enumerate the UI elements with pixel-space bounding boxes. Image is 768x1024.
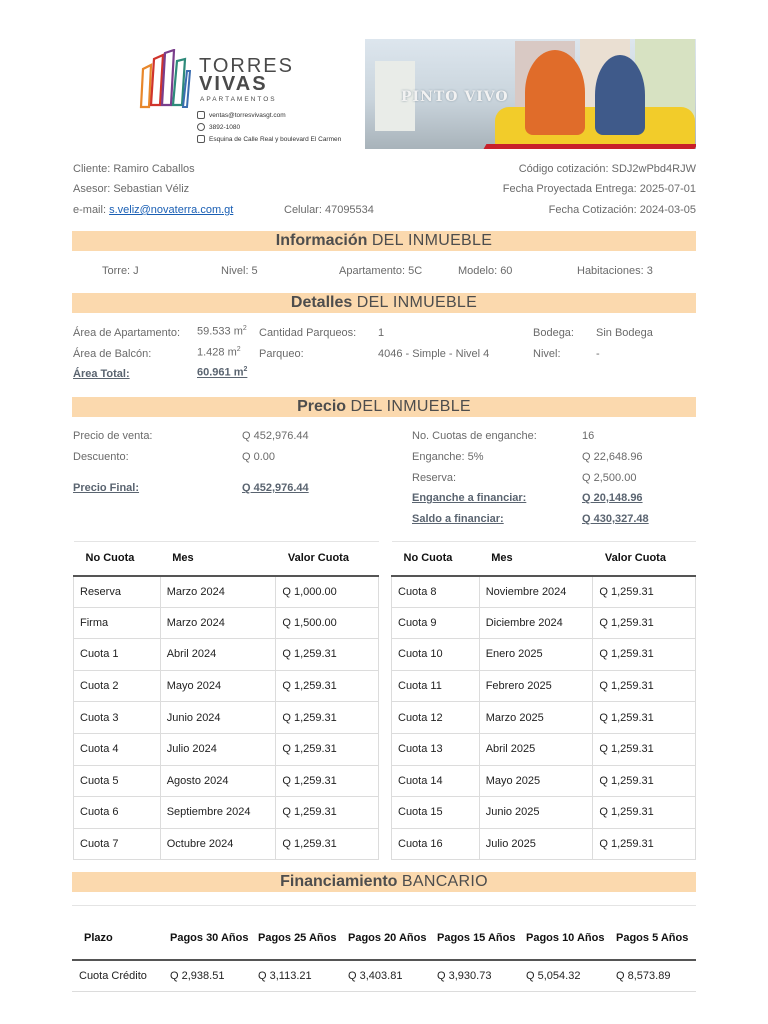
valor-cell: Q 1,000.00 bbox=[276, 576, 379, 608]
email-label: e-mail: bbox=[73, 204, 107, 216]
table-header-row bbox=[392, 542, 696, 576]
mes-cell: Marzo 2025 bbox=[479, 702, 593, 734]
reserva-label: Reserva: bbox=[412, 472, 457, 484]
brand-name-bottom: VIVAS bbox=[199, 73, 268, 95]
mes-cell: Septiembre 2024 bbox=[160, 797, 276, 829]
section-detalles-bold: Detalles bbox=[290, 294, 353, 311]
financing-cell: Q 2,938.51 bbox=[164, 960, 252, 992]
section-financiamiento-header bbox=[72, 872, 696, 892]
financing-cell: Q 3,930.73 bbox=[431, 960, 520, 992]
col-valor-cuota: Valor Cuota bbox=[593, 542, 696, 576]
mes-cell: Junio 2024 bbox=[160, 702, 276, 734]
enganche-financiar-value: Q 20,148.96 bbox=[582, 492, 643, 504]
mes-cell: Julio 2024 bbox=[160, 733, 276, 765]
valor-cell: Q 1,259.31 bbox=[276, 702, 379, 734]
cuota-cell: Cuota 6 bbox=[74, 797, 161, 829]
table-row bbox=[392, 797, 696, 829]
saldo-financiar-value: Q 430,327.48 bbox=[582, 513, 649, 525]
brand-email: ventas@torresvivasgt.com bbox=[209, 111, 286, 119]
area-apto-label: Área de Apartamento: bbox=[73, 327, 181, 339]
col-plazo: Plazo bbox=[72, 906, 164, 960]
valor-cell: Q 1,259.31 bbox=[593, 702, 696, 734]
payment-table-left bbox=[73, 541, 379, 860]
mes-cell: Octubre 2024 bbox=[160, 828, 276, 860]
nivel-label: Nivel: bbox=[533, 348, 561, 360]
cuotas-enganche-value: 16 bbox=[582, 430, 595, 442]
mes-cell: Abril 2024 bbox=[160, 639, 276, 671]
valor-cell: Q 1,259.31 bbox=[276, 670, 379, 702]
mes-cell: Febrero 2025 bbox=[479, 670, 593, 702]
brand-phone-line bbox=[197, 123, 240, 131]
info-modelo: Modelo: 60 bbox=[458, 265, 513, 277]
precio-final-label: Precio Final: bbox=[73, 482, 140, 494]
section-financiamiento-light: BANCARIO bbox=[401, 873, 488, 890]
descuento-label: Descuento: bbox=[73, 451, 129, 463]
section-financiamiento-bold: Financiamiento bbox=[280, 873, 398, 890]
descuento-value: Q 0.00 bbox=[242, 451, 276, 463]
table-row bbox=[74, 797, 379, 829]
saldo-financiar-label: Saldo a financiar: bbox=[412, 513, 504, 525]
brand-tagline: APARTAMENTOS bbox=[200, 96, 277, 103]
quote-code: Código cotización: SDJ2wPbd4RJW bbox=[518, 163, 696, 175]
financing-row bbox=[72, 960, 696, 992]
table-row bbox=[392, 702, 696, 734]
section-info-bold: Información bbox=[275, 232, 368, 249]
col-no-cuota: No Cuota bbox=[392, 542, 480, 576]
valor-cell: Q 1,259.31 bbox=[593, 607, 696, 639]
cuota-cell: Cuota 10 bbox=[392, 639, 480, 671]
mes-cell: Diciembre 2024 bbox=[479, 607, 593, 639]
financing-cell: Q 3,403.81 bbox=[342, 960, 431, 992]
valor-cell: Q 1,259.31 bbox=[276, 639, 379, 671]
bodega-value: Sin Bodega bbox=[596, 327, 653, 339]
delivery-date: Fecha Proyectada Entrega: 2025-07-01 bbox=[502, 183, 696, 195]
col-mes: Mes bbox=[160, 542, 276, 576]
valor-cell: Q 1,259.31 bbox=[593, 733, 696, 765]
table-row bbox=[74, 733, 379, 765]
table-row bbox=[392, 828, 696, 860]
info-torre: Torre: J bbox=[102, 265, 139, 277]
cuota-cell: Cuota 11 bbox=[392, 670, 480, 702]
celular: Celular: 47095534 bbox=[284, 204, 374, 216]
cuota-cell: Cuota 1 bbox=[74, 639, 161, 671]
financing-table bbox=[72, 905, 696, 992]
financing-header-row bbox=[72, 906, 696, 960]
client-name: Cliente: Ramiro Caballos bbox=[73, 163, 195, 175]
col-mes: Mes bbox=[479, 542, 593, 576]
brand-address-line bbox=[197, 135, 341, 143]
header-banner bbox=[137, 39, 696, 149]
brand-phone: 3892-1080 bbox=[209, 123, 241, 131]
col-valor-cuota: Valor Cuota bbox=[276, 542, 379, 576]
table-row bbox=[392, 639, 696, 671]
col-pagos-5: Pagos 5 Años bbox=[610, 906, 696, 960]
table-row bbox=[74, 576, 379, 608]
cuota-cell: Cuota 15 bbox=[392, 797, 480, 829]
mes-cell: Mayo 2025 bbox=[479, 765, 593, 797]
table-row bbox=[74, 639, 379, 671]
mes-cell: Julio 2025 bbox=[479, 828, 593, 860]
financing-cell: Cuota Crédito bbox=[72, 960, 164, 992]
red-strip bbox=[484, 144, 696, 149]
mes-cell: Agosto 2024 bbox=[160, 765, 276, 797]
photo-sign: PINTO VIVO bbox=[401, 89, 509, 105]
brand-email-line bbox=[197, 111, 286, 119]
info-habitaciones: Habitaciones: 3 bbox=[577, 265, 653, 277]
info-nivel: Nivel: 5 bbox=[221, 265, 258, 277]
cuota-cell: Cuota 16 bbox=[392, 828, 480, 860]
area-balcon-label: Área de Balcón: bbox=[73, 348, 152, 360]
section-precio-bold: Precio bbox=[297, 398, 347, 415]
table-row bbox=[74, 702, 379, 734]
table-row bbox=[74, 828, 379, 860]
table-row bbox=[74, 670, 379, 702]
cuota-cell: Cuota 13 bbox=[392, 733, 480, 765]
phone-icon bbox=[197, 123, 205, 131]
cuota-cell: Cuota 8 bbox=[392, 576, 480, 608]
precio-venta-value: Q 452,976.44 bbox=[242, 430, 309, 442]
cuota-cell: Cuota 2 bbox=[74, 670, 161, 702]
valor-cell: Q 1,259.31 bbox=[276, 765, 379, 797]
area-total-label: Área Total: bbox=[73, 368, 130, 380]
cuota-cell: Cuota 4 bbox=[74, 733, 161, 765]
mes-cell: Mayo 2024 bbox=[160, 670, 276, 702]
nivel-value: - bbox=[596, 348, 600, 360]
cuota-cell: Cuota 7 bbox=[74, 828, 161, 860]
valor-cell: Q 1,259.31 bbox=[593, 797, 696, 829]
table-row bbox=[392, 733, 696, 765]
email-link[interactable]: s.veliz@novaterra.com.gt bbox=[109, 204, 234, 216]
towers-logo-icon bbox=[137, 49, 191, 109]
bodega-label: Bodega: bbox=[533, 327, 574, 339]
section-precio-light: DEL INMUEBLE bbox=[350, 398, 471, 415]
building-icon bbox=[197, 135, 205, 143]
enganche-label: Enganche: 5% bbox=[412, 451, 484, 463]
mes-cell: Marzo 2024 bbox=[160, 607, 276, 639]
section-detalles-light: DEL INMUEBLE bbox=[356, 294, 478, 311]
section-info-light: DEL INMUEBLE bbox=[371, 232, 493, 249]
area-apto-value: 59.533 $m^2$ bbox=[197, 325, 247, 338]
table-row bbox=[392, 765, 696, 797]
valor-cell: Q 1,259.31 bbox=[593, 576, 696, 608]
section-precio-header bbox=[72, 397, 696, 417]
cuota-cell: Firma bbox=[74, 607, 161, 639]
valor-cell: Q 1,259.31 bbox=[276, 733, 379, 765]
mes-cell: Noviembre 2024 bbox=[479, 576, 593, 608]
table-row bbox=[392, 670, 696, 702]
col-pagos-15: Pagos 15 Años bbox=[431, 906, 520, 960]
mes-cell: Marzo 2024 bbox=[160, 576, 276, 608]
payment-table-right bbox=[391, 541, 696, 860]
parqueo-label: Parqueo: bbox=[259, 348, 304, 360]
valor-cell: Q 1,500.00 bbox=[276, 607, 379, 639]
valor-cell: Q 1,259.31 bbox=[276, 797, 379, 829]
valor-cell: Q 1,259.31 bbox=[593, 670, 696, 702]
quote-date: Fecha Cotización: 2024-03-05 bbox=[548, 204, 696, 216]
advisor-name: Asesor: Sebastian Véliz bbox=[73, 183, 190, 195]
precio-venta-label: Precio de venta: bbox=[73, 430, 153, 442]
cuotas-enganche-label: No. Cuotas de enganche: bbox=[412, 430, 537, 442]
cuota-cell: Cuota 3 bbox=[74, 702, 161, 734]
brand-address: Esquina de Calle Real y boulevard El Carmen bbox=[209, 135, 342, 143]
col-no-cuota: No Cuota bbox=[74, 542, 161, 576]
valor-cell: Q 1,259.31 bbox=[276, 828, 379, 860]
parqueos-label: Cantidad Parqueos: bbox=[259, 327, 357, 339]
table-header-row bbox=[74, 542, 379, 576]
mes-cell: Abril 2025 bbox=[479, 733, 593, 765]
section-detalles-header bbox=[72, 293, 696, 313]
valor-cell: Q 1,259.31 bbox=[593, 765, 696, 797]
col-pagos-30: Pagos 30 Años bbox=[164, 906, 252, 960]
person-shape bbox=[595, 55, 645, 135]
cuota-cell: Cuota 14 bbox=[392, 765, 480, 797]
table-row bbox=[74, 607, 379, 639]
brand-logo bbox=[137, 39, 367, 149]
info-apartamento: Apartamento: 5C bbox=[339, 265, 423, 277]
cuota-cell: Cuota 5 bbox=[74, 765, 161, 797]
enganche-value: Q 22,648.96 bbox=[582, 451, 643, 463]
financing-cell: Q 5,054.32 bbox=[520, 960, 610, 992]
parqueo-value: 4046 - Simple - Nivel 4 bbox=[378, 348, 490, 360]
table-row bbox=[74, 765, 379, 797]
col-pagos-10: Pagos 10 Años bbox=[520, 906, 610, 960]
cuota-cell: Reserva bbox=[74, 576, 161, 608]
parqueos-value: 1 bbox=[378, 327, 385, 339]
valor-cell: Q 1,259.31 bbox=[593, 828, 696, 860]
reserva-value: Q 2,500.00 bbox=[582, 472, 637, 484]
brand-name-top: TORRES bbox=[199, 55, 294, 77]
col-pagos-20: Pagos 20 Años bbox=[342, 906, 431, 960]
section-info-header bbox=[72, 231, 696, 251]
promo-photo bbox=[365, 39, 696, 149]
area-balcon-value: 1.428 $m^2$ bbox=[197, 346, 241, 359]
mes-cell: Enero 2025 bbox=[479, 639, 593, 671]
cuota-cell: Cuota 9 bbox=[392, 607, 480, 639]
table-row bbox=[392, 576, 696, 608]
valor-cell: Q 1,259.31 bbox=[593, 639, 696, 671]
area-total-value: 60.961 $m^2$ bbox=[197, 366, 248, 379]
mail-icon bbox=[197, 111, 205, 119]
email-row bbox=[73, 204, 233, 216]
mes-cell: Junio 2025 bbox=[479, 797, 593, 829]
person-shape bbox=[525, 50, 585, 135]
financing-cell: Q 3,113.21 bbox=[252, 960, 342, 992]
table-row bbox=[392, 607, 696, 639]
enganche-financiar-label: Enganche a financiar: bbox=[412, 492, 527, 504]
cuota-cell: Cuota 12 bbox=[392, 702, 480, 734]
precio-final-value: Q 452,976.44 bbox=[242, 482, 309, 494]
col-pagos-25: Pagos 25 Años bbox=[252, 906, 342, 960]
financing-cell: Q 8,573.89 bbox=[610, 960, 696, 992]
